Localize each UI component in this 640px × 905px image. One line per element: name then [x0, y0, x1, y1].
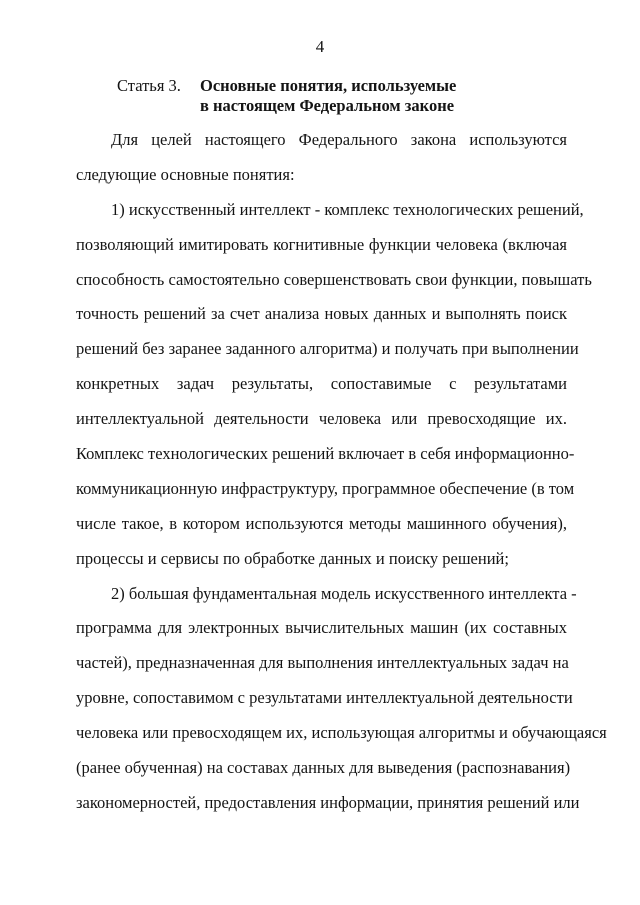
body-line: точность решений за счет анализа новых данных и выполнять поиск: [76, 304, 567, 324]
body-line: 2) большая фундаментальная модель искусственного интеллекта -: [111, 583, 577, 603]
body-line: числе такое, в котором используются методы машинного обучения),: [76, 513, 567, 533]
article-title-line-1: Основные понятия, используемые: [200, 76, 457, 95]
body-line: конкретных задач результаты, сопоставимые с результатами: [76, 374, 567, 394]
body-line: процессы и сервисы по обработке данных и поиску решений;: [76, 548, 509, 568]
article-label: Статья 3.: [117, 76, 181, 95]
body-line: закономерностей, предоставления информации, принятия решений или: [76, 792, 580, 812]
body-line: частей), предназначенная для выполнения интеллектуальных задач на: [76, 653, 569, 673]
body-line: интеллектуальной деятельности человека или превосходящие их.: [76, 409, 567, 429]
body-line: человека или превосходящем их, использующая алгоритмы и обучающаяся: [76, 723, 607, 743]
body-line: следующие основные понятия:: [76, 164, 295, 184]
body-line: способность самостоятельно совершенствовать свои функции, повышать: [76, 269, 592, 289]
article-title: [200, 76, 456, 116]
body-line: (ранее обученная) на составах данных для выведения (распознавания): [76, 758, 571, 778]
body-line: Для целей настоящего Федерального закона используются: [111, 130, 567, 149]
body-line: программа для электронных вычислительных машин (их составных: [76, 618, 567, 638]
article-body: [76, 123, 607, 821]
body-line: решений без заранее заданного алгоритма) и получать при выполнении: [76, 339, 579, 359]
body-line: уровне, сопоставимом с результатами интеллектуальной деятельности: [76, 688, 573, 708]
body-line: 1) искусственный интеллект - комплекс технологических решений,: [111, 199, 584, 219]
body-line: коммуникационную инфраструктуру, программное обеспечение (в том: [76, 478, 575, 498]
body-line: позволяющий имитировать когнитивные функции человека (включая: [76, 234, 567, 254]
page-number: 4: [315, 37, 325, 56]
article-title-line-2: в настоящем Федеральном законе: [200, 96, 455, 115]
body-line: Комплекс технологических решений включает в себя информационно-: [76, 444, 575, 464]
